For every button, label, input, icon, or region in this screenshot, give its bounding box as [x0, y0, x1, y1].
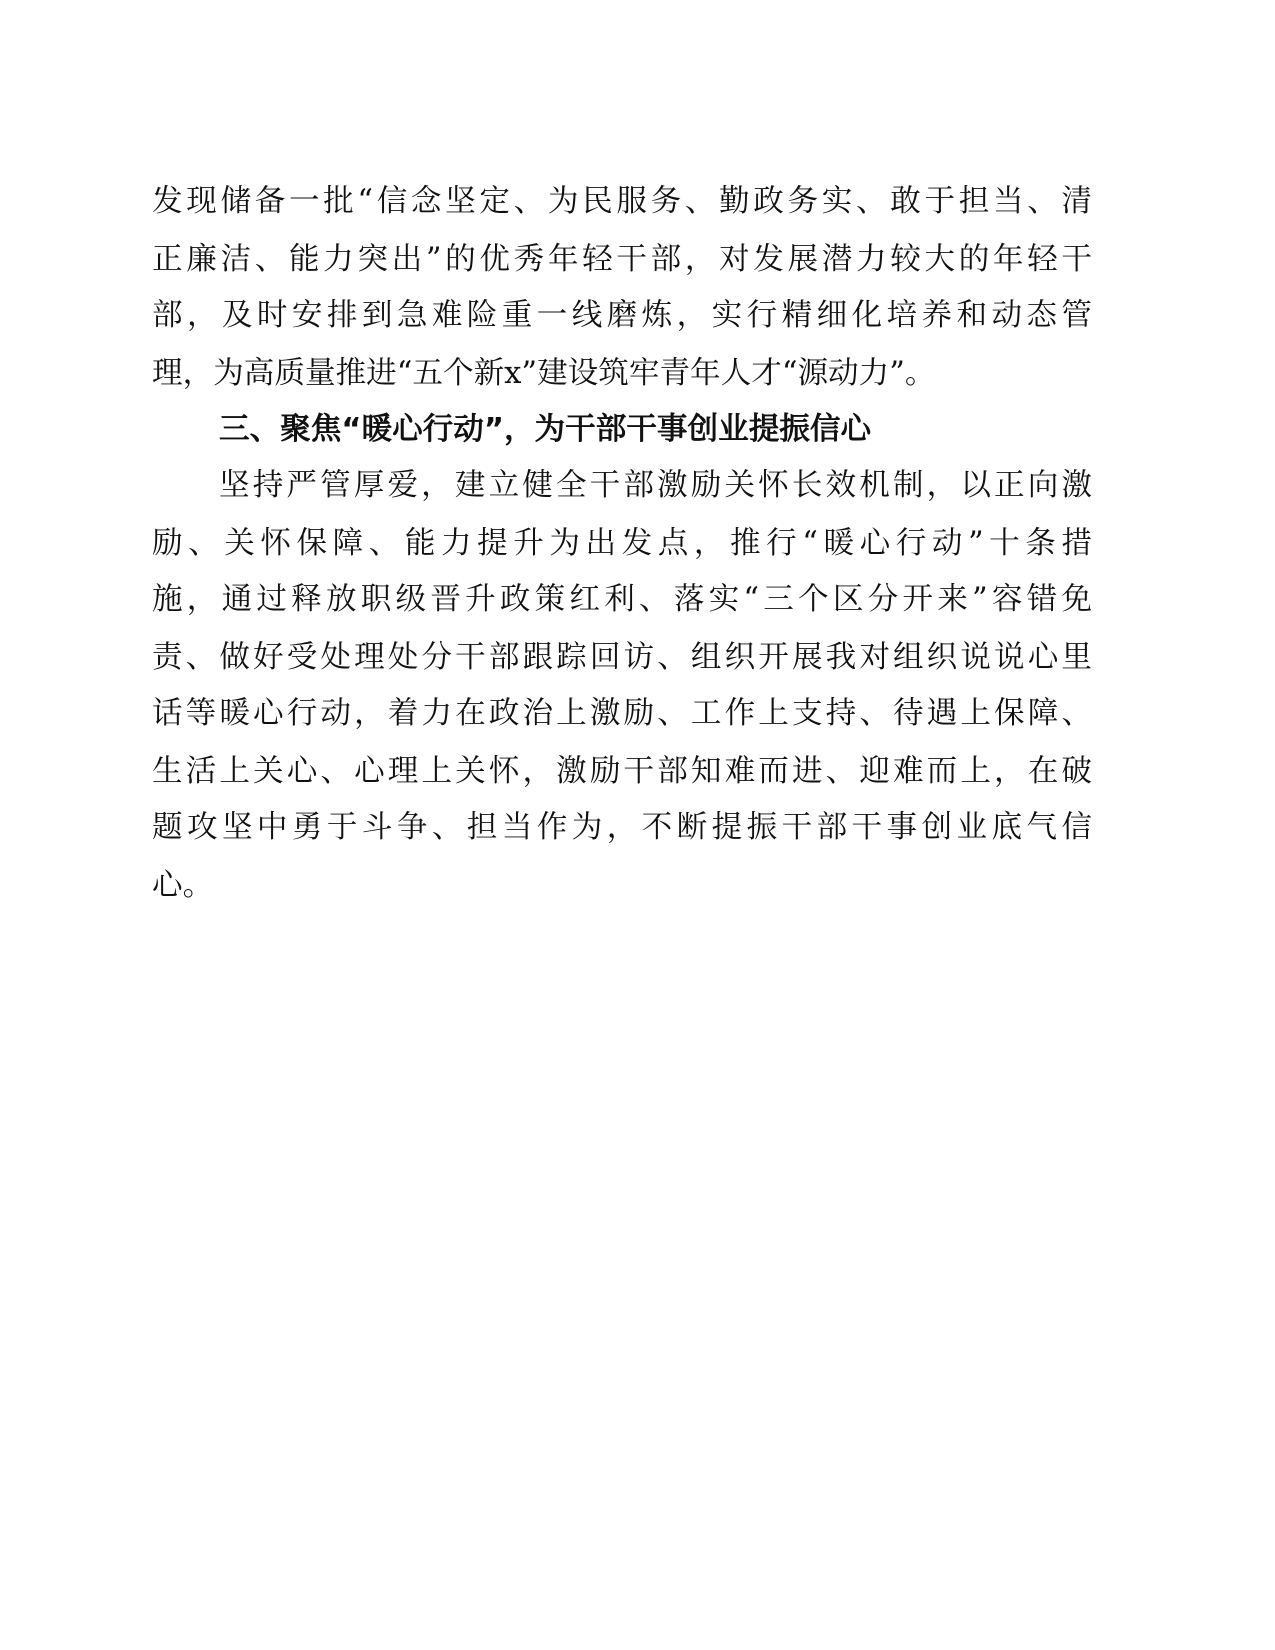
paragraph2-line-8: 心。: [152, 868, 214, 903]
paragraph2-line-6: 生活上关心、心理上关怀，激励干部知难而进、迎难而上，在破: [152, 754, 1092, 789]
paragraph2-line-3: 施，通过释放职级晋升政策红利、落实“三个区分开来”容错免: [152, 582, 1092, 617]
paragraph2-line-1: 坚持严管厚爱，建立健全干部激励关怀长效机制，以正向激: [219, 468, 1092, 503]
paragraph1-line-1: 发现储备一批“信念坚定、为民服务、勤政务实、敢于担当、清: [152, 184, 1092, 219]
paragraph1-line-3: 部，及时安排到急难险重一线磨炼，实行精细化培养和动态管: [152, 298, 1092, 333]
paragraph1-line-4: 理，为高质量推进“五个新x”建设筑牢青年人才“源动力”。: [152, 356, 936, 391]
paragraph2-line-7: 题攻坚中勇于斗争、担当作为，不断提振干部干事创业底气信: [152, 810, 1092, 845]
section-heading-3: 三、聚焦“暖心行动”，为干部干事创业提振信心: [219, 412, 872, 447]
paragraph2-line-4: 责、做好受处理处分干部跟踪回访、组织开展我对组织说说心里: [152, 640, 1092, 675]
paragraph1-line-2: 正廉洁、能力突出”的优秀年轻干部，对发展潜力较大的年轻干: [152, 242, 1092, 277]
paragraph2-line-5: 话等暖心行动，着力在政治上激励、工作上支持、待遇上保障、: [152, 696, 1092, 731]
paragraph2-line-2: 励、关怀保障、能力提升为出发点，推行“暖心行动”十条措: [152, 526, 1092, 561]
